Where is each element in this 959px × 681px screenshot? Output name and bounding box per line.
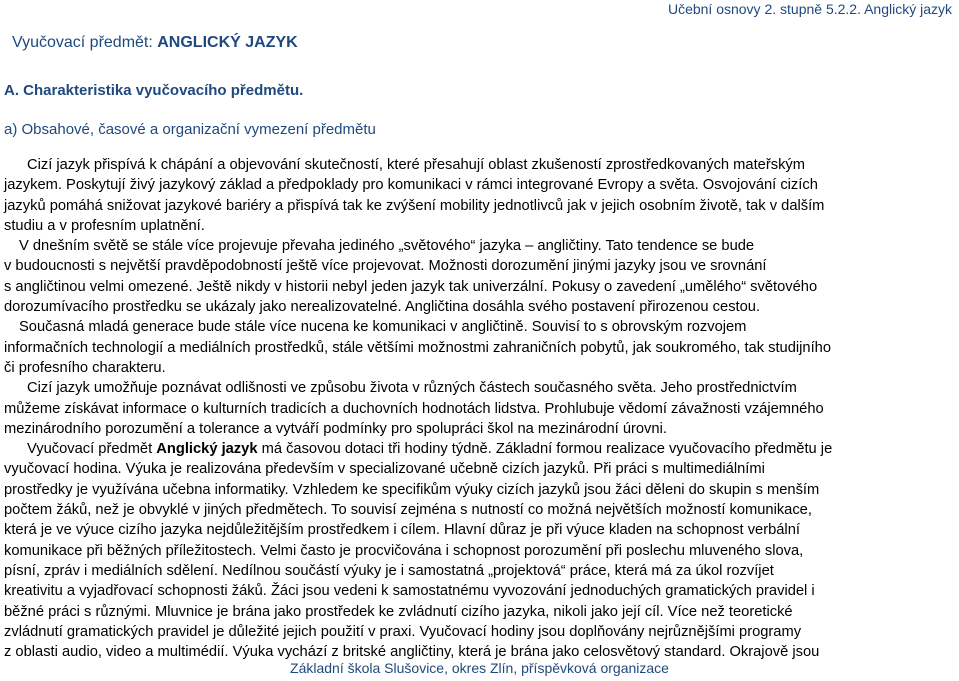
text-line: můžeme získávat informace o kulturních tradicích a duchovních hodnotách lidstva. Prohlubuje vědomí závažnosti vzájemného — [4, 400, 824, 417]
text-line: studiu a v profesním uplatnění. — [4, 217, 205, 234]
subject-prefix: Vyučovací předmět: — [12, 34, 158, 51]
subject-name: ANGLICKÝ JAZYK — [157, 34, 298, 51]
text-line: dorozumívacího prostředku se ukázaly jako nerealizovatelné. Angličtina dosáhla svého postavení přirozenou cestou. — [4, 299, 761, 316]
section-title: A. Charakteristika vyučovacího předmětu. — [4, 82, 304, 99]
document-header-right: Učební osnovy 2. stupně 5.2.2. Anglický jazyk — [667, 1, 952, 17]
text-line: počtem žáků, než je obvyklé v jiných předmětech. To souvisí zejména s nutností co možná největších možností komunikace, — [4, 502, 812, 519]
text-line: komunikace při běžných příležitostech. Velmi často je procvičována i schopnost porozumění při poslechu mluveného slova, — [4, 542, 804, 559]
text-line: písní, zpráv i mediálních sdělení. Nedílnou součástí výuky je i samostatná „projektová“ práce, která má za úkol rozvíjet — [4, 562, 774, 579]
text-line: mezinárodního porozumění a tolerance a vytváří podmínky pro spolupráci škol na mezinárodní úrovni. — [4, 420, 667, 437]
text-line: informačních technologií a mediálních prostředků, stále většími možnostmi zahraničních pobytů, jak soukromého, tak studijního — [4, 339, 831, 356]
text-line: vyučovací hodina. Výuka je realizována především v specializované učebně cizích jazyků. Při práci s multimediálními — [4, 461, 765, 478]
text-line: Současná mladá generace bude stále více nucena ke komunikaci v angličtině. Souvisí to s obrovským rozvojem — [19, 319, 747, 336]
paragraph-1 — [4, 155, 954, 175]
text-line: prostředky je využívána učebna informatiky. Vzhledem ke specifikům výuky cizích jazyků jsou žáci děleni do skupin s menším — [4, 481, 820, 498]
text-line: zvládnutí gramatických pravidel je důležité jejich použití v praxi. Vyučovací hodiny jsou doplňovány nejrůznějšími programy — [4, 623, 802, 640]
subsection-title: a) Obsahové, časové a organizační vymezení předmětu — [4, 121, 376, 138]
subject-name-inline: Anglický jazyk — [156, 441, 258, 458]
document-footer: Základní škola Slušovice, okres Zlín, příspěvková organizace — [290, 660, 669, 676]
text-run: má časovou dotaci tři hodiny týdně. Základní formou realizace vyučovacího předmětu je — [257, 441, 833, 458]
text-line — [4, 439, 954, 459]
text-run: Vyučovací předmět — [27, 441, 157, 458]
text-line: jazykem. Poskytují živý jazykový základ a předpoklady pro komunikaci v rámci integrované Evropy a světa. Osvojování cizích — [4, 177, 818, 194]
text-line: která je ve výuce cizího jazyka nejdůležitějším prostředkem i cílem. Hlavní důraz je při výuce kladen na schopnost verbální — [4, 522, 800, 539]
text-line: s angličtinou velmi omezené. Ještě nikdy v historii nebyl jeden jazyk tak univerzální. Pokusy o zavedení „umělého“ světového — [4, 278, 818, 295]
text-line: či profesního charakteru. — [4, 359, 166, 376]
text-line: z oblasti audio, video a multimédií. Výuka vychází z britské angličtiny, která je brána jako celosvětový standard. Okrajově jsou — [4, 644, 820, 661]
body-text — [4, 155, 954, 662]
subject-heading — [12, 33, 298, 53]
text-line: Cizí jazyk umožňuje poznávat odlišnosti ve způsobu života v různých částech současného světa. Jeho prostřednictvím — [27, 380, 797, 397]
text-line: kreativitu a vyjadřovací schopnosti žáků. Žáci jsou vedeni k samostatnému vyvozování jednoduchých gramatických pravidel i — [4, 583, 815, 600]
text-line: Cizí jazyk přispívá k chápání a objevování skutečností, které přesahují oblast zkušeností zprostředkovaných mateřským — [27, 157, 805, 173]
text-line: běžné práci s různými. Mluvnice je brána jako prostředek ke zvládnutí cizího jazyka, nikoli jako její cíl. Více než teoretické — [4, 603, 793, 620]
text-line: V dnešním světě se stále více projevuje převaha jediného „světového“ jazyka – angličtiny. Tato tendence se bude — [19, 238, 755, 255]
text-line: jazyků pomáhá snižovat jazykové bariéry a přispívá tak ke zvýšení mobility jednotlivců jak v jejich osobním životě, tak v dalším — [4, 197, 825, 214]
text-line: v budoucnosti s největší pravděpodobností ještě více projevovat. Možnosti dorozumění jinými jazyky jsou ve srovnání — [4, 258, 767, 275]
